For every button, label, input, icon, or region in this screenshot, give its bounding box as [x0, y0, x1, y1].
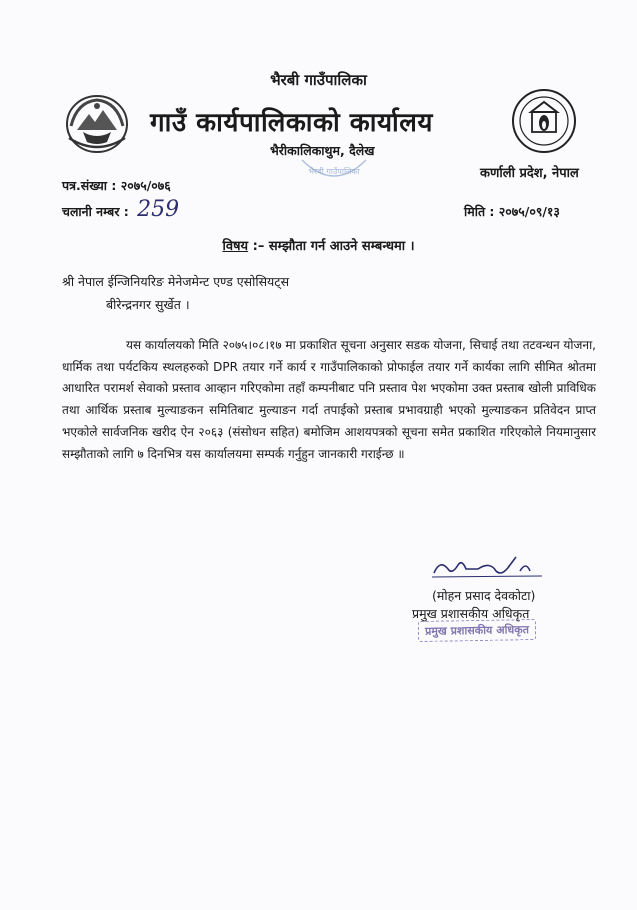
dispatch-number-row: [62, 197, 179, 222]
addressee-location: बीरेन्द्रनगर सुर्खेत ।: [106, 297, 190, 312]
letter-body: यस कार्यालयको मिति २०७५।०८।१७ मा प्रकाशित सूचना अनुसार सडक योजना, सिचाई तथा तटवन्धन योजना, धार्मिक तथा पर्यटकिय स्थलहरुको DPR तयार गर्ने कार्य र गाउँपालिकाको प्रोफाईल तयार गर्ने कार्यका लागि सीमित श्रोतमा आधारित परामर्श सेवाको प्रस्ताव आव्हान गरिएकोमा तहाँ कम्पनीबाट पनि प्रस्ताव पेश भएकोमा उक्त प्रस्ताब खोली प्राविधिक तथा आर्थिक प्रस्ताब मुल्याङकन समितिबाट मुल्याङन गर्दा तपाईको प्रस्ताब प्रभावग्राही भएको मुल्याङकन प्रतिवेदन प्राप्त भएकोले सार्वजनिक खरीद ऐन २०६३ (संसोधन सहित) बमोजिम आशयपत्रको सूचना समेत प्रकाशित गरिएकोले नियमानुसार सम्झौताको लागि ७ दिनभित्र यस कार्यालयमा सम्पर्क गर्नुहुन जानकारी गराईन्छ ॥: [62, 338, 596, 461]
municipality-logo-icon: [511, 88, 577, 154]
official-stamp: प्रमुख प्रशासकीय अधिकृत: [418, 619, 536, 642]
subject-text: :– सम्झौता गर्न आउने सम्बन्धमा ।: [252, 239, 415, 254]
office-seal-icon: [298, 152, 370, 192]
office-address: भैरीकालिकाथुम, दैलेख: [270, 143, 375, 158]
signature-icon: [430, 551, 550, 581]
dispatch-label: चलानी नम्बर :: [62, 204, 129, 219]
addressee-name: श्री नेपाल ईन्जिनियरिङ मेनेजमेन्ट एण्ड एसोसियट्स: [62, 274, 290, 289]
signatory-title: प्रमुख प्रशासकीय अधिकृत: [412, 606, 530, 621]
signatory-name: (मोहन प्रसाद देवकोटा): [432, 588, 536, 603]
letter-date: मिति : २०७५/०९/१३: [464, 204, 560, 219]
nepal-emblem-icon: [63, 92, 131, 156]
municipality-name: भैरबी गाउँपालिका: [270, 71, 367, 89]
dispatch-number: 259: [137, 197, 180, 222]
office-title: गाउँ कार्यपालिकाको कार्यालय: [150, 108, 433, 138]
seal-text: भैरबी गाउँपालिका: [308, 167, 360, 176]
subject-line: [0, 236, 637, 254]
subject-label: विषय: [222, 239, 249, 254]
letter-number: पत्र.संख्या : २०७५/०७६: [62, 178, 171, 193]
province: कर्णाली प्रदेश, नेपाल: [480, 166, 579, 181]
